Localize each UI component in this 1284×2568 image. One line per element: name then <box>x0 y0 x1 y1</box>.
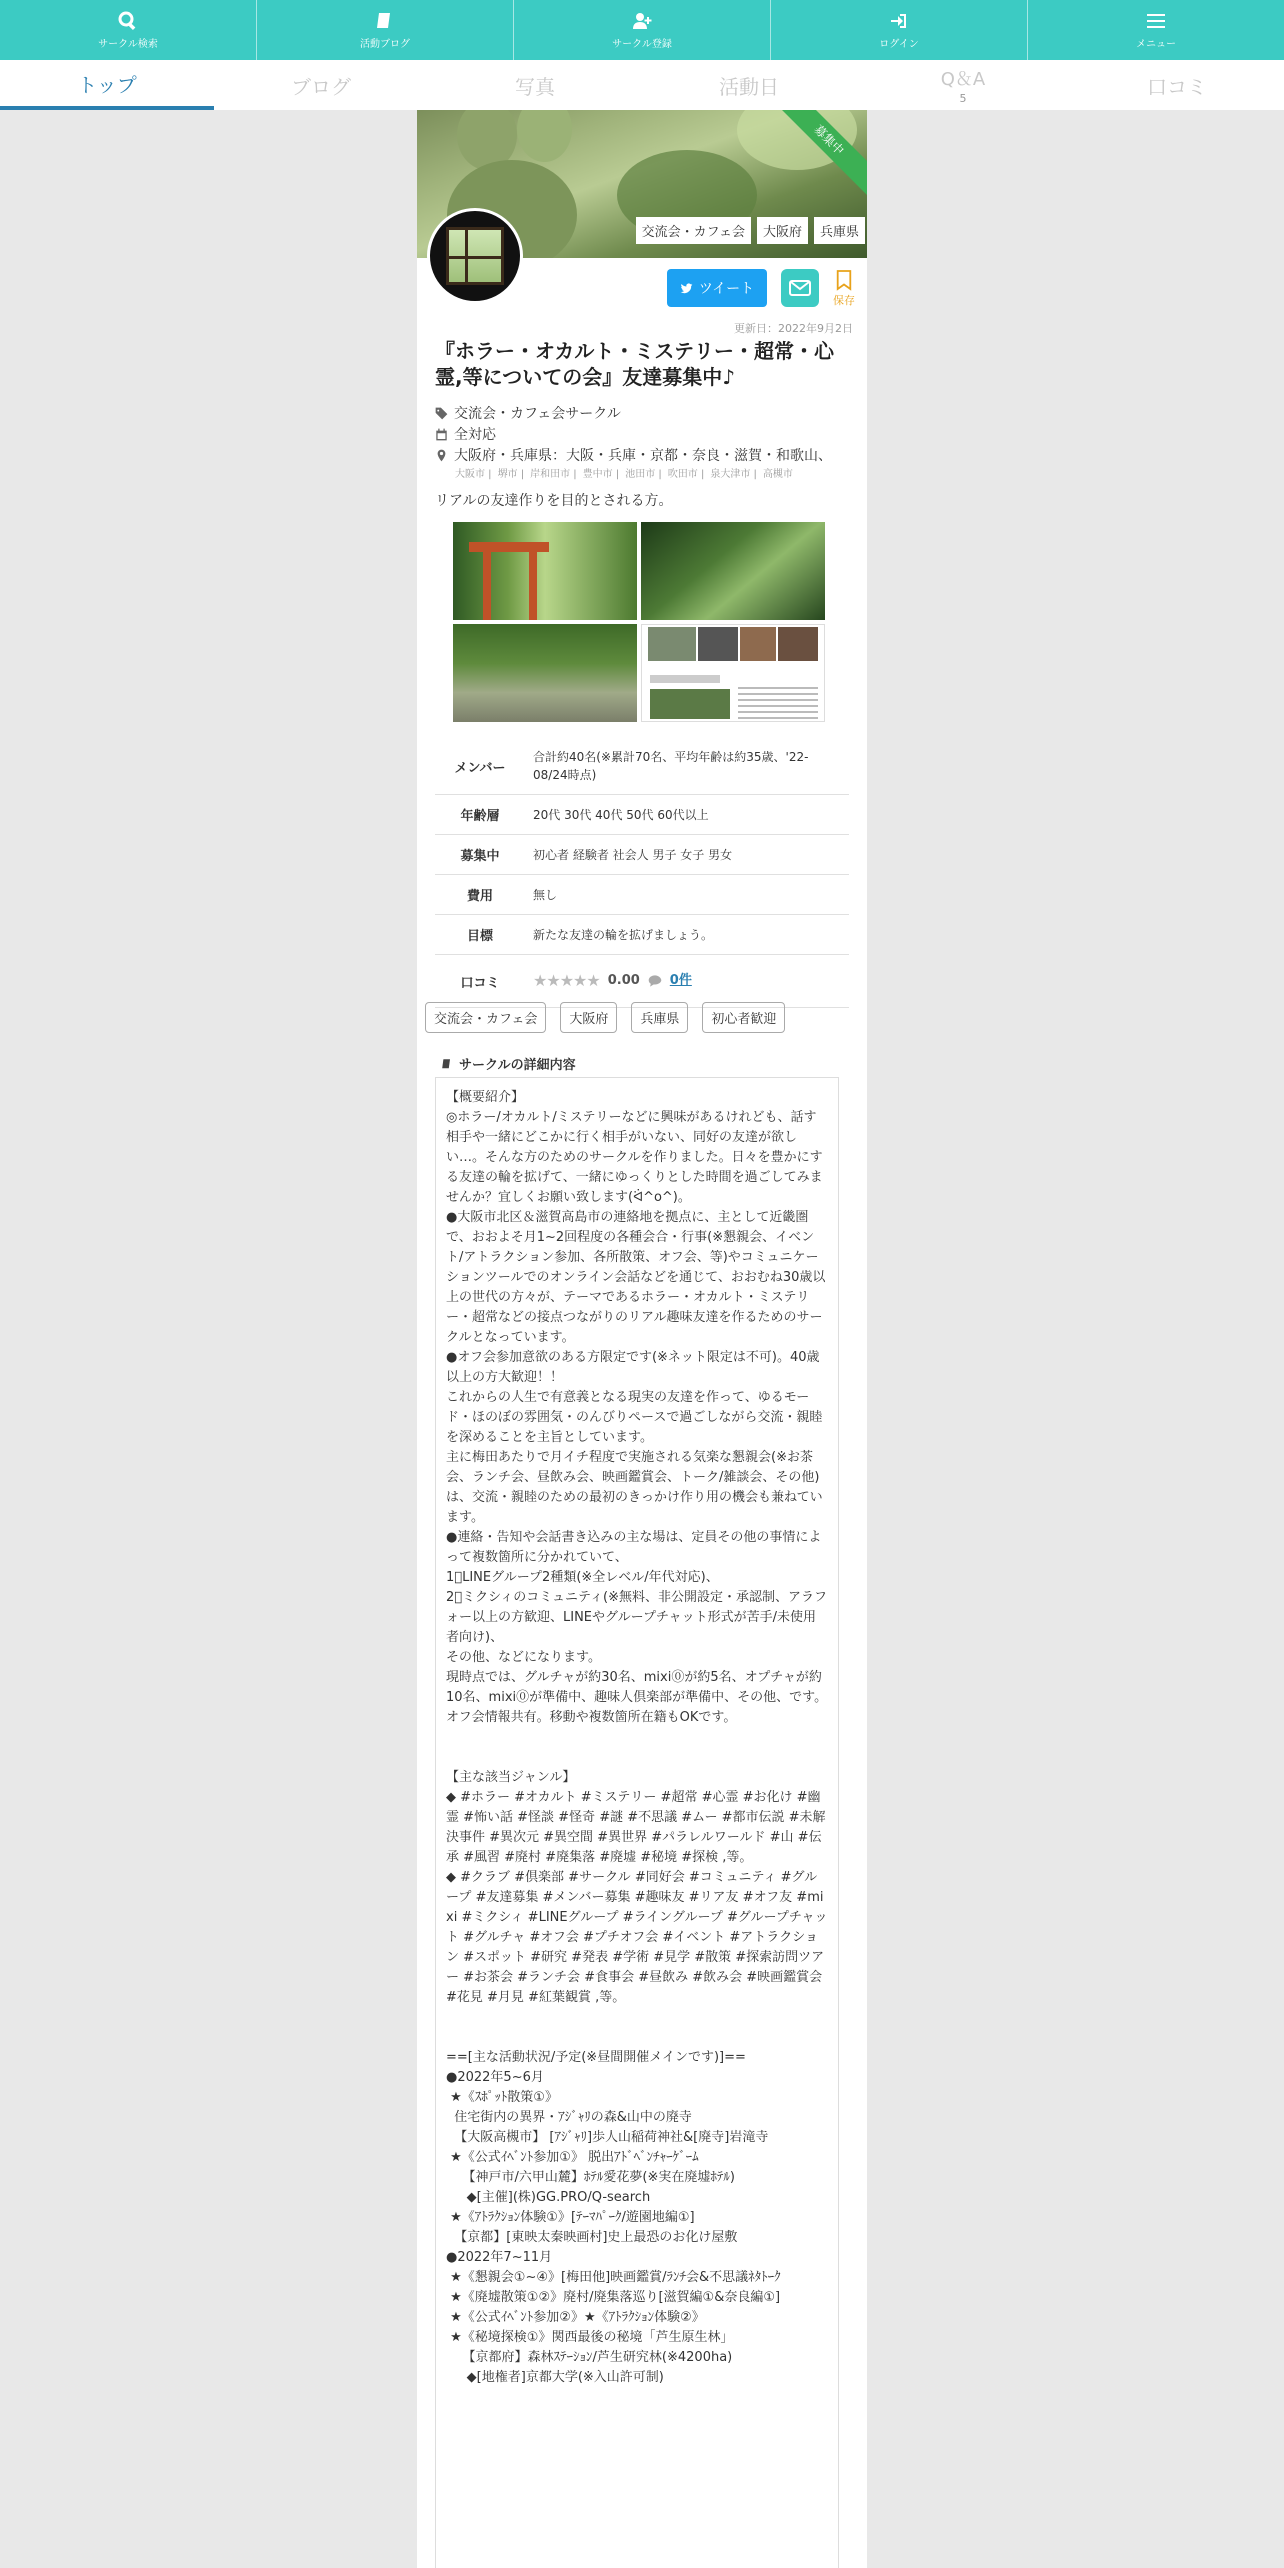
row-value: 新たな友達の輪を拡げましょう⁣。 <box>533 927 714 942</box>
tab-blog[interactable]: ブログ <box>291 74 351 99</box>
cover-tags <box>636 217 865 244</box>
row-label: 年齢層 <box>460 809 500 824</box>
save-button[interactable]: 保存 <box>833 268 855 308</box>
mail-button[interactable] <box>781 269 819 307</box>
nav-login[interactable] <box>771 0 1028 60</box>
row-value: 無し <box>533 887 558 902</box>
table-row <box>435 835 849 875</box>
photo-gallery <box>453 522 825 722</box>
calendar-icon <box>435 428 448 441</box>
avatar <box>427 208 523 304</box>
review-summary <box>525 959 849 1003</box>
age-row <box>435 424 865 444</box>
tab-qa[interactable]: Q＆A 5 <box>940 69 986 105</box>
menu-icon <box>1146 11 1166 31</box>
tag-chip[interactable]: 交流会・カフェ会 <box>425 1002 546 1033</box>
rating-score: 0.00 <box>607 973 640 989</box>
share-actions <box>667 268 855 308</box>
city-link[interactable]: 吹田市 | <box>667 469 705 480</box>
city-link[interactable]: 岸和田市 | <box>530 469 577 480</box>
updated-date: 更新日：2022年9月2日 <box>734 322 853 335</box>
gallery-photo[interactable] <box>641 624 825 722</box>
city-link[interactable]: 泉大津市 | <box>710 469 757 480</box>
gallery-photo[interactable] <box>641 522 825 620</box>
bookmark-icon <box>835 268 853 292</box>
gallery-photo[interactable] <box>453 522 637 620</box>
review-count-link[interactable]: 0件 <box>669 973 692 989</box>
row-value: 初心者 経験者 社会人 男子 女子 男女 <box>533 847 733 862</box>
comment-icon <box>648 974 662 988</box>
tag-chip[interactable]: 大阪府 <box>560 1002 617 1033</box>
city-link[interactable]: 堺市 | <box>497 469 525 480</box>
table-row <box>435 795 849 835</box>
age-text: 全対応 <box>454 427 496 443</box>
tag-chip[interactable]: 兵庫県 <box>631 1002 688 1033</box>
page-tabs <box>0 60 1284 110</box>
rating-stars: ★★★★★ <box>533 971 600 990</box>
table-row <box>435 875 849 915</box>
city-link[interactable]: 豊中市 | <box>582 469 620 480</box>
login-icon <box>889 11 909 31</box>
row-label: 募集中 <box>460 849 500 864</box>
nav-circle-search[interactable] <box>0 0 257 60</box>
row-label: 口コミ <box>460 975 500 991</box>
recruiting-ribbon: 募集中 <box>771 110 867 198</box>
city-link[interactable]: 池田市 | <box>625 469 662 480</box>
nav-circle-register[interactable] <box>514 0 771 60</box>
category-row <box>435 403 865 423</box>
nav-label: メニュー <box>1136 38 1176 50</box>
page-title: 『ホラー・オカルト・ミステリー・超常・心霊,等についての会⁣』友達募集中♪ <box>435 339 834 389</box>
nav-label: 活動ブログ <box>360 38 410 50</box>
table-row <box>435 955 849 1008</box>
detail-heading: サークルの詳細内容 <box>441 1054 576 1073</box>
tag-list <box>434 1002 785 1033</box>
intro-text: リアルの友達作りを目的とされる方。 <box>435 493 673 509</box>
search-icon <box>118 11 138 31</box>
table-row <box>435 738 849 795</box>
gallery-photo[interactable] <box>453 624 637 722</box>
top-navigation <box>0 0 1284 60</box>
book-icon <box>375 11 395 31</box>
qa-count: 5 <box>959 92 967 105</box>
row-value: 20代 30代 40代 50代 60代以上 <box>533 807 709 822</box>
nav-label: サークル検索 <box>98 38 158 50</box>
tab-top[interactable]: トップ <box>0 60 214 110</box>
book-icon <box>441 1058 453 1070</box>
tag-icon <box>435 407 448 420</box>
cover-tag: 交流会・カフェ会 <box>636 217 751 244</box>
user-plus-icon <box>632 11 652 31</box>
tab-reviews[interactable]: 口コミ <box>1147 74 1207 99</box>
info-table <box>435 738 849 1008</box>
category-text: 交流会・カフェ会サークル <box>454 406 621 422</box>
cover-tag: 大阪府 <box>757 217 808 244</box>
tab-activity-days[interactable]: 活動日 <box>719 74 779 99</box>
area-text: 大阪府・兵庫県：大阪・兵庫・京都・奈良・滋賀・和歌山、 <box>454 448 832 464</box>
cover-tag: 兵庫県 <box>814 217 865 244</box>
area-row <box>435 445 865 465</box>
city-list <box>455 465 799 480</box>
row-label: メンバー <box>454 760 506 776</box>
row-label: 費用 <box>466 889 493 904</box>
city-link[interactable]: 高槻市 <box>762 469 793 480</box>
nav-label: ログイン <box>879 38 919 50</box>
city-link[interactable]: 大阪市 | <box>455 469 492 480</box>
map-pin-icon <box>435 449 448 462</box>
envelope-icon <box>788 276 812 300</box>
nav-menu[interactable] <box>1028 0 1284 60</box>
tweet-button[interactable]: ツイート <box>667 269 767 307</box>
table-row <box>435 915 849 955</box>
row-value: 合計約40名(※累計70名、平均年齢は約35歳、'22-08/24時点) <box>533 750 809 782</box>
nav-activity-blog[interactable] <box>257 0 514 60</box>
tab-photos[interactable]: 写真 <box>515 74 555 99</box>
row-label: 目標 <box>466 929 493 944</box>
detail-text: 【概要紹介】 ◎ホラー/オカルト/ミステリーなどに興味があるけれども、話す相手や一緒にどこかに行く相手がいない、同好の友達が欲しい…。そんな方のためのサークルを作りました。日々を豊かにする友達の輪を拡げて、一緒にゆっくりとした時間を過ごしてみませんか？宜しくお願い致します(ᐛ^o^)。 ●大阪市北区＆滋賀高島市の連絡地を拠点に、主として近畿圏で、おおよそ月1~2回程度の各種会合・行事(※懇親会、イベント/アトラクション参加、各所散策、オフ会、等)やコミュニケーションツールでのオンライン会話などを通じて、おおむね30歳以上の世代の方々が、テーマであるホラー・オカルト・ミステリー・超常などの接点つながりのリアル趣味友達を作るためのサークルとなっています。 ●オフ会参加意欲のある方限定です(※ネット限定は不可)。40歳以上の方大歓迎！！ これからの人生で有意義となる現実の友達を作って、ゆるモード・ほのぼの雰囲気・のんびりペースで過ごしながら交流・親睦を深めることを主旨としています。 主に梅田あたりで月イチ程度で実施される気楽な懇親会(※お茶会、ランチ会、昼飲み会、映画鑑賞会、トーク/雑談会、その他)は、交流・親睦のための最初のきっかけ作り用の機会も兼ねています。 ●連絡・告知や会話書き込みの主な場は、定員その他の事情によって複数箇所に分かれていて、 1⃣LINEグループ2種類(※全レベル/年代対応)、 2⃣ミクシィのコミュニティ(※無料、非公開設定・承認制、アラフォー以上の方歓迎、LINEやグループチャット形式が苦手/未使用者向け)、 その他、などになります。 現時点では、グルチャが約30名、mixi⓪が約5名、オプチャが約10名、mixi⓪が準備中、趣味人倶楽部が準備中、その他、です。オフ会情報共有。移動や複数箇所在籍もOKです。 【主な該当ジャンル】 ◆ #ホラー #オカルト #ミステリー #超常 #心霊 #お化け #幽霊 #怖い話 #怪談 #怪奇 #謎 #不思議 #ムー #都市伝説 #未解決事件 #異次元 #異空間 #異世界 #パラレルワールド #山 #伝承 #風習 #廃村 #廃集落 #廃墟 #秘境 #探検 ,等。 ◆ #クラブ #倶楽部 #サークル #同好会 #コミュニティ #グループ #友達募集 #メンバー募集 #趣味友 #リア友 #オフ友 #mixi #ミクシィ #LINEグループ #ライングループ #グループチャット #グルチャ #オフ会 #プチオフ会 #イベント #アトラクション #スポット #研究 #発表 #学術 #見学 #散策 #探索訪問ツアー #お茶会 #ランチ会 #食事会 #昼飲み #飲み会 #映画鑑賞会 #花見 #月見 #紅葉観賞 ,等。 ==[主な活動状況/予定(※昼間開催メインです)]== ●⁣2022年5~6月 ★《ｽﾎﾟｯﾄ散策①》 住宅街内の異界・ｱｼﾞｬﾘの森&山中の廃寺 【大阪高槻市】 [ｱｼﾞｬﾘ]歩人山稲荷神社&[廃寺]岩滝寺 ★《公式ｲﾍﾞﾝﾄ参加①》 脱出ｱﾄﾞﾍﾞﾝﾁｬｰｹﾞｰﾑ 【神戸市/六甲山麓】ﾎﾃﾙ愛花夢(※実在廃墟ﾎﾃﾙ) ◆[主催](株)GG.PRO/Q-search ★《ｱﾄﾗｸｼｮﾝ体験①》[ﾃｰﾏﾊﾟｰｸ/遊園地編①] 【京都】[東映太秦映画村]史上最恐のお化け屋敷 ●⁣2022年7~11月 ★《懇親会①~④》[梅田他]映画鑑賞/ﾗﾝﾁ会&不思議ﾈﾀﾄｰｸ ★《廃墟散策①②》廃村/廃集落巡り[滋賀編①&奈良編①] ★《公式ｲﾍﾞﾝﾄ参加②》★《ｱﾄﾗｸｼｮﾝ体験②》 ★《秘境探検①》関西最後の秘境「芦生原生林」 【京都府】森林ｽﾃｰｼｮﾝ/芦生研究林(※4200ha) ◆[地権者]京都大学(※入山許可制) <box>435 1077 839 2568</box>
circle-card <box>417 110 867 2568</box>
tag-chip[interactable]: 初心者歓迎 <box>702 1002 785 1033</box>
twitter-bird-icon <box>680 282 693 295</box>
nav-label: サークル登録 <box>612 38 672 50</box>
